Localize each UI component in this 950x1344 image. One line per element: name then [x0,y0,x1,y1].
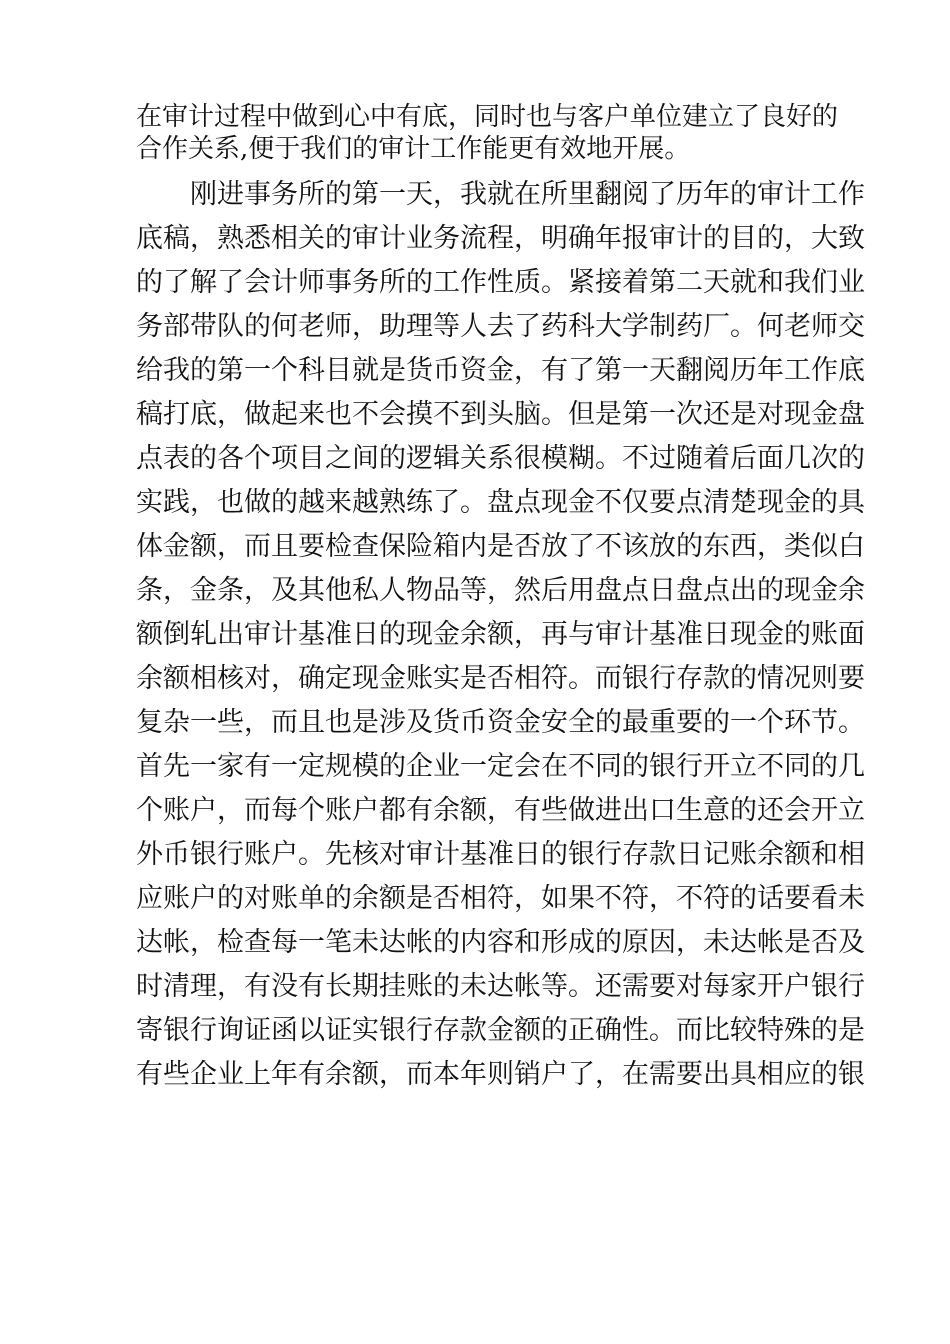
text-line: 复杂一些，而且也是涉及货币资金安全的最重要的一个环节。 [136,707,865,738]
text-line: 点表的各个项目之间的逻辑关系很模糊。不过随着后面几次的 [136,443,865,474]
text-line: 底稿，熟悉相关的审计业务流程，明确年报审计的目的，大致 [136,223,865,254]
text-line: 在审计过程中做到心中有底，同时也与客户单位建立了良好的 [136,102,839,132]
text-line: 应账户的对账单的余额是否相符，如果不符，不符的话要看未 [136,883,865,914]
text-line: 稿打底，做起来也不会摸不到头脑。但是第一次还是对现金盘 [136,399,865,430]
text-line: 条，金条，及其他私人物品等，然后用盘点日盘点出的现金余 [136,575,865,606]
text-line: 个账户，而每个账户都有余额，有些做进出口生意的还会开立 [136,795,865,826]
text-line: 寄银行询证函以证实银行存款金额的正确性。而比较特殊的是 [136,1015,865,1046]
text-line: 额倒轧出审计基准日的现金余额，再与审计基准日现金的账面 [136,619,865,650]
text-line: 有些企业上年有余额，而本年则销户了，在需要出具相应的银 [136,1059,865,1090]
text-line: 时清理，有没有长期挂账的未达帐等。还需要对每家开户银行 [136,971,865,1002]
text-line: 的了解了会计师事务所的工作性质。紧接着第二天就和我们业 [136,267,865,298]
text-line: 体金额，而且要检查保险箱内是否放了不该放的东西，类似白 [136,531,865,562]
text-line: 外币银行账户。先核对审计基准日的银行存款日记账余额和相 [136,839,865,870]
text-line: 给我的第一个科目就是货币资金，有了第一天翻阅历年工作底 [136,355,865,386]
text-line: 达帐，检查每一笔未达帐的内容和形成的原因，未达帐是否及 [136,927,865,958]
text-line: 首先一家有一定规模的企业一定会在不同的银行开立不同的几 [136,751,865,782]
text-line: 合作关系,便于我们的审计工作能更有效地开展。 [136,134,691,164]
text-line: 务部带队的何老师，助理等人去了药科大学制药厂。何老师交 [136,311,865,342]
text-line: 实践，也做的越来越熟练了。盘点现金不仅要点清楚现金的具 [136,487,865,518]
text-line: 余额相核对，确定现金账实是否相符。而银行存款的情况则要 [136,663,865,694]
paragraph-first-line: 刚进事务所的第一天，我就在所里翻阅了历年的审计工作 [190,179,865,210]
